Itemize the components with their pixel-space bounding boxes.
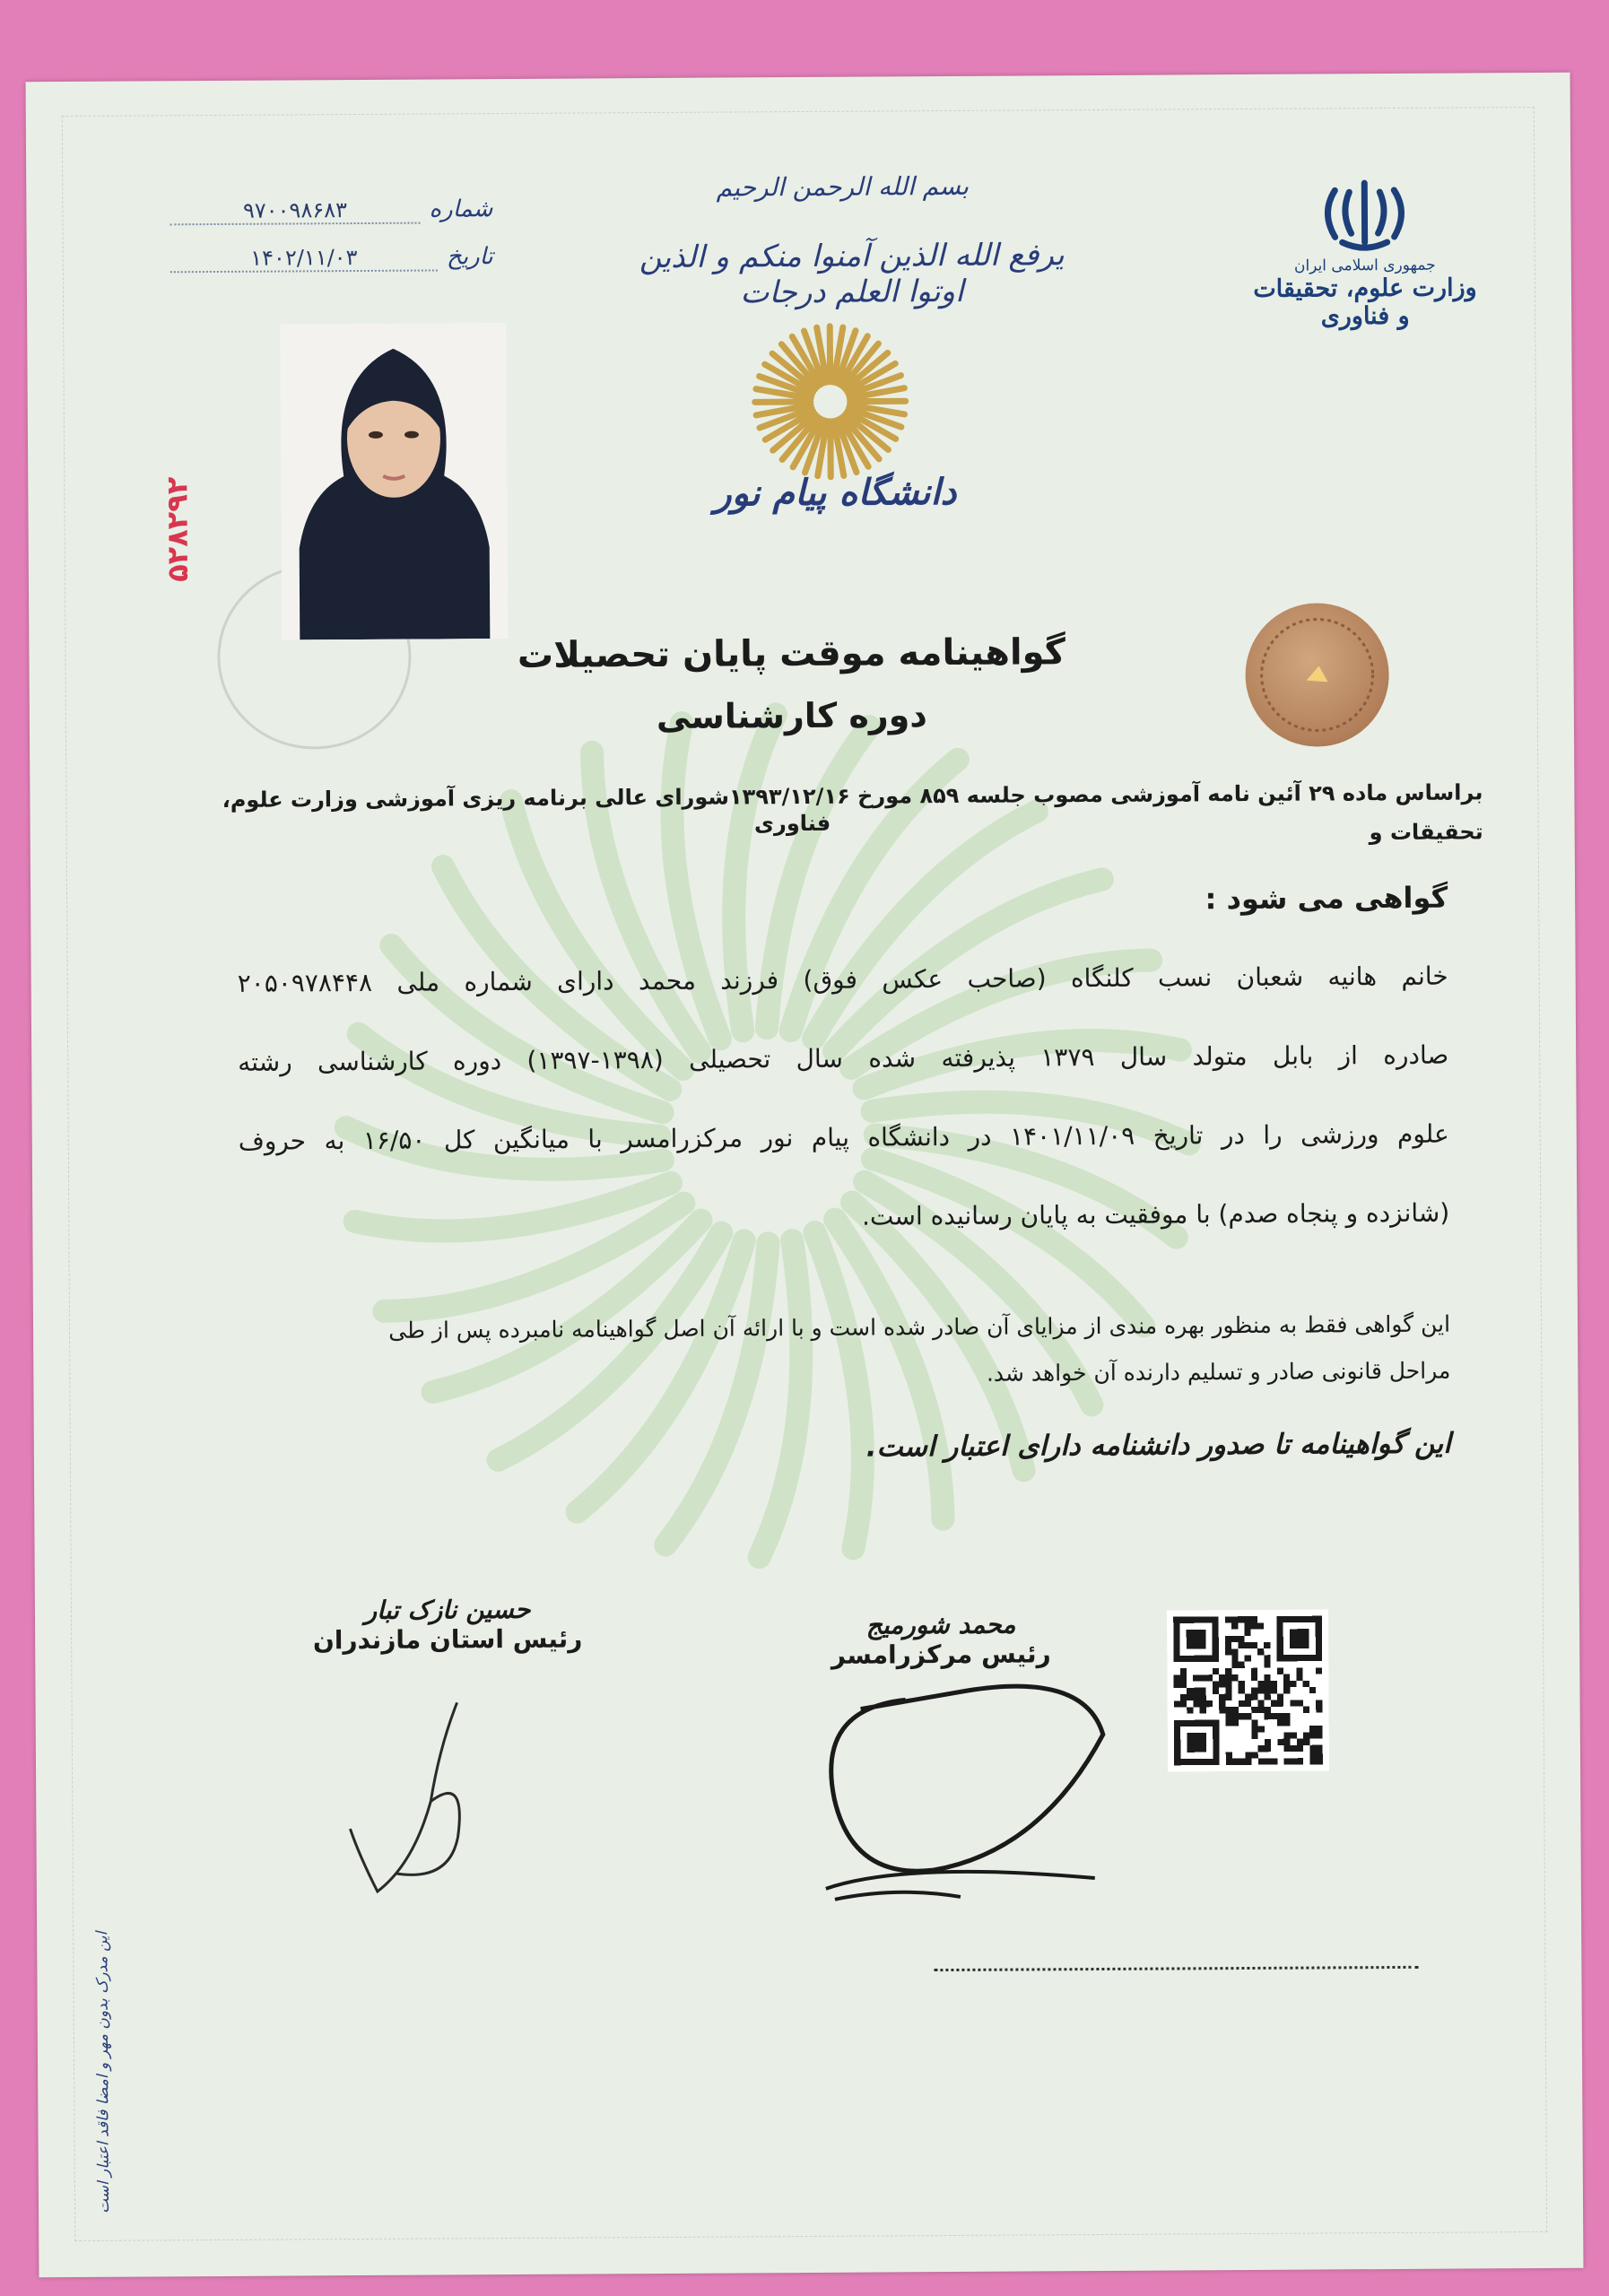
payame-noor-logo-icon bbox=[744, 320, 916, 483]
qr-code bbox=[1167, 1609, 1329, 1771]
note-line-1: این گواهی فقط به منظور بهره مندی از مزایای آن صادر شده است و با ارائه آن اصل گواهینامه نامبرده پس از طی bbox=[388, 1310, 1451, 1344]
signature-left-block bbox=[286, 1594, 609, 1655]
number-value: ۹۷۰۰۹۸۶۸۳ bbox=[170, 197, 420, 226]
basmala: بسم الله الرحمن الرحیم bbox=[716, 170, 970, 203]
iran-emblem-icon bbox=[1315, 172, 1414, 254]
university-name: دانشگاه پیام نور bbox=[714, 470, 957, 515]
certificate-paper bbox=[26, 73, 1584, 2277]
body-line-1: خانم هانیه شعبان نسب کلنگاه (صاحب عکس فوق) فرزند محمد دارای شماره ملی ۲۰۵۰۹۷۸۴۴۸ bbox=[237, 961, 1448, 998]
signature-left-scribble bbox=[323, 1693, 521, 1909]
ministry-country: جمهوری اسلامی ایران bbox=[1293, 256, 1436, 275]
date-label: تاریخ bbox=[446, 243, 493, 271]
certificate-title: گواهینامه موقت پایان تحصیلات bbox=[517, 631, 1066, 676]
signer-left-title: رئیس استان مازندران bbox=[312, 1623, 583, 1656]
ministry-emblem-block bbox=[1248, 171, 1482, 331]
date-value: ۱۴۰۲/۱۱/۰۳ bbox=[170, 244, 438, 273]
gold-seal bbox=[1245, 603, 1389, 747]
student-photo bbox=[280, 323, 508, 640]
note-line-2: مراحل قانونی صادر و تسلیم دارنده آن خواهد شد. bbox=[986, 1357, 1451, 1387]
signer-mid-title: رئیس مرکزرامسر bbox=[831, 1639, 1051, 1670]
number-label: شماره bbox=[429, 196, 493, 223]
quran-verse: یرفع الله الذین آمنوا منکم و الذین اوتوا العلم درجات bbox=[639, 237, 1065, 311]
certificate-subtitle: دوره کارشناسی bbox=[656, 695, 927, 736]
reference-block bbox=[170, 196, 493, 292]
signer-left-name: حسین نازک تبار bbox=[364, 1594, 531, 1626]
legal-basis-line1: براساس ماده ۲۹ آئین نامه آموزشی مصوب جلسه ۸۵۹ مورخ ۱۳۹۳/۱۲/۱۶شورای عالی برنامه ریزی آموزشی وزارت علوم، تحقیقات و bbox=[222, 779, 1483, 846]
signer-mid-name: محمد شورمیج bbox=[865, 1609, 1016, 1640]
serial-number: ۵۲۸۲۹۲ bbox=[160, 476, 195, 582]
legal-basis-line2: فناوری bbox=[753, 810, 831, 837]
signature-mid-block bbox=[797, 1609, 1084, 1670]
certifies-heading: گواهی می شود : bbox=[1205, 880, 1448, 917]
side-note: این مدرک بدون مهر و امضا فاقد اعتبار است bbox=[93, 1931, 114, 2213]
body-line-3: علوم ورزشی را در تاریخ ۱۴۰۱/۱۱/۰۹ در دانشگاه پیام نور مرکزرامسر با میانگین کل ۱۶/۵۰ به حروف bbox=[238, 1118, 1449, 1156]
signature-mid-scribble bbox=[797, 1672, 1122, 1916]
ministry-name: وزارت علوم، تحقیقات و فناوری bbox=[1253, 274, 1477, 331]
date-row bbox=[170, 243, 493, 273]
validity-statement: این گواهینامه تا صدور دانشنامه دارای اعتبار است. bbox=[865, 1427, 1451, 1464]
body-line-2: صادره از بابل متولد سال ۱۳۷۹ پذیرفته شده سال تحصیلی (۱۳۹۸-۱۳۹۷) دوره کارشناسی رشته bbox=[238, 1039, 1449, 1077]
body-line-4: (شانزده و پنجاه صدم) با موفقیت به پایان رسانیده است. bbox=[861, 1197, 1450, 1231]
number-row bbox=[170, 196, 492, 225]
